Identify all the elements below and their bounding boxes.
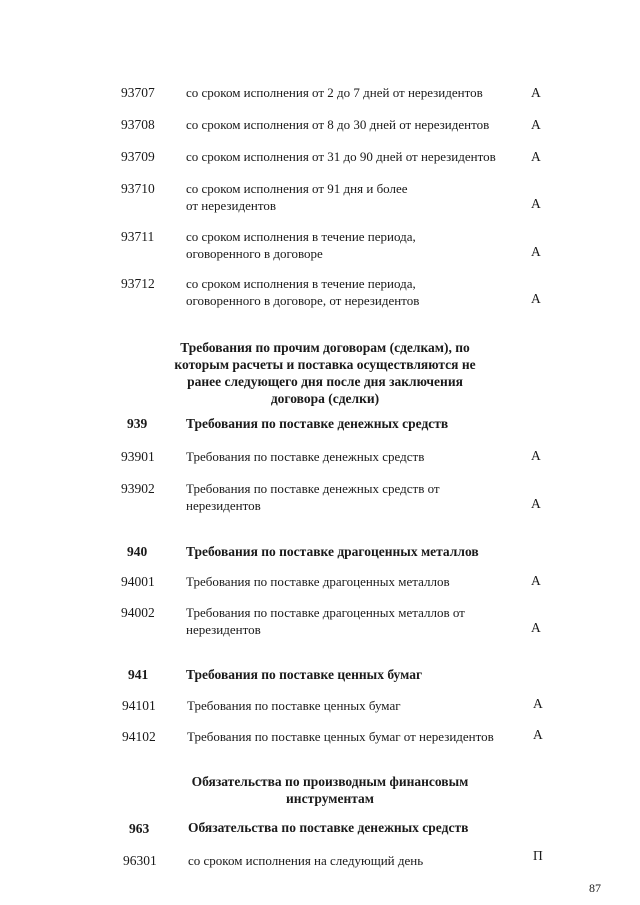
description-line: со сроком исполнения от 8 до 30 дней от нерезидентов <box>186 117 490 132</box>
heading-line: договора (сделки) <box>270 391 380 406</box>
account-code: 93711 <box>121 229 155 244</box>
group-code: 940 <box>127 544 148 559</box>
description-line: Требования по поставке ценных бумаг от нерезидентов <box>187 729 494 744</box>
account-type-mark: А <box>531 244 541 259</box>
group-code: 941 <box>128 667 149 682</box>
account-type-mark: А <box>533 696 543 711</box>
description-line: нерезидентов <box>186 498 261 513</box>
account-description <box>186 604 465 638</box>
account-description <box>186 148 496 165</box>
description-line: Требования по поставке ценных бумаг <box>187 698 401 713</box>
description-line: со сроком исполнения от 31 до 90 дней от нерезидентов <box>186 149 496 164</box>
heading-line: ранее следующего дня после дня заключения <box>187 374 463 389</box>
section-heading <box>175 773 485 807</box>
heading-line: Обязательства по производным финансовым <box>191 774 469 789</box>
description-line: Требования по поставке ценных бумаг <box>186 667 423 682</box>
account-code: 94101 <box>122 698 156 713</box>
account-code: 94102 <box>122 729 156 744</box>
account-description <box>186 573 450 590</box>
account-type-mark: А <box>533 727 543 742</box>
account-description <box>188 852 423 869</box>
account-description <box>186 116 489 133</box>
account-code: 93707 <box>121 85 155 100</box>
account-type-mark: А <box>531 448 541 463</box>
description-line: Требования по поставке драгоценных металлов <box>186 574 450 589</box>
account-type-mark: А <box>531 573 541 588</box>
description-line: со сроком исполнения в течение периода, <box>186 276 416 291</box>
description-line: Требования по поставке драгоценных металлов <box>186 544 479 559</box>
account-type-mark: А <box>531 196 541 211</box>
account-description <box>187 728 494 745</box>
account-description <box>186 180 408 214</box>
account-code: 93902 <box>121 481 155 496</box>
description-line: от нерезидентов <box>186 198 276 213</box>
description-line: Обязательства по поставке денежных средств <box>188 820 469 835</box>
account-code: 93710 <box>121 181 155 196</box>
account-type-mark: А <box>531 85 541 100</box>
account-code: 94002 <box>121 605 155 620</box>
account-code: 94001 <box>121 574 155 589</box>
description-line: со сроком исполнения от 91 дня и более <box>186 181 408 196</box>
description-line: Требования по поставке денежных средств от <box>186 481 440 496</box>
group-title <box>186 543 479 560</box>
account-description <box>186 480 440 514</box>
group-title <box>186 415 448 432</box>
account-description <box>187 697 401 714</box>
description-line: нерезидентов <box>186 622 261 637</box>
account-code: 93709 <box>121 149 155 164</box>
group-title <box>188 819 468 836</box>
account-type-mark: А <box>531 291 541 306</box>
section-heading <box>170 339 480 407</box>
description-line: оговоренного в договоре <box>186 246 323 261</box>
description-line: оговоренного в договоре, от нерезидентов <box>186 293 420 308</box>
description-line: со сроком исполнения на следующий день <box>188 853 424 868</box>
heading-line: которым расчеты и поставка осуществляются не <box>174 357 476 372</box>
group-title <box>186 666 422 683</box>
account-code: 96301 <box>123 853 157 868</box>
description-line: со сроком исполнения в течение периода, <box>186 229 416 244</box>
account-type-mark: П <box>533 848 543 863</box>
account-code: 93901 <box>121 449 155 464</box>
account-description <box>186 228 416 262</box>
account-type-mark: А <box>531 496 541 511</box>
group-code: 963 <box>129 821 150 836</box>
description-line: Требования по поставке драгоценных металлов от <box>186 605 465 620</box>
account-type-mark: А <box>531 620 541 635</box>
account-type-mark: А <box>531 117 541 132</box>
group-code: 939 <box>127 416 148 431</box>
account-type-mark: А <box>531 149 541 164</box>
heading-line: инструментам <box>286 791 374 806</box>
account-code: 93712 <box>121 276 155 291</box>
description-line: со сроком исполнения от 2 до 7 дней от нерезидентов <box>186 85 483 100</box>
account-description <box>186 84 483 101</box>
account-description <box>186 448 424 465</box>
account-description <box>186 275 419 309</box>
description-line: Требования по поставке денежных средств <box>186 449 425 464</box>
heading-line: Требования по прочим договорам (сделкам), по <box>180 340 470 355</box>
page-number: 87 <box>589 881 601 895</box>
description-line: Требования по поставке денежных средств <box>186 416 449 431</box>
account-code: 93708 <box>121 117 155 132</box>
